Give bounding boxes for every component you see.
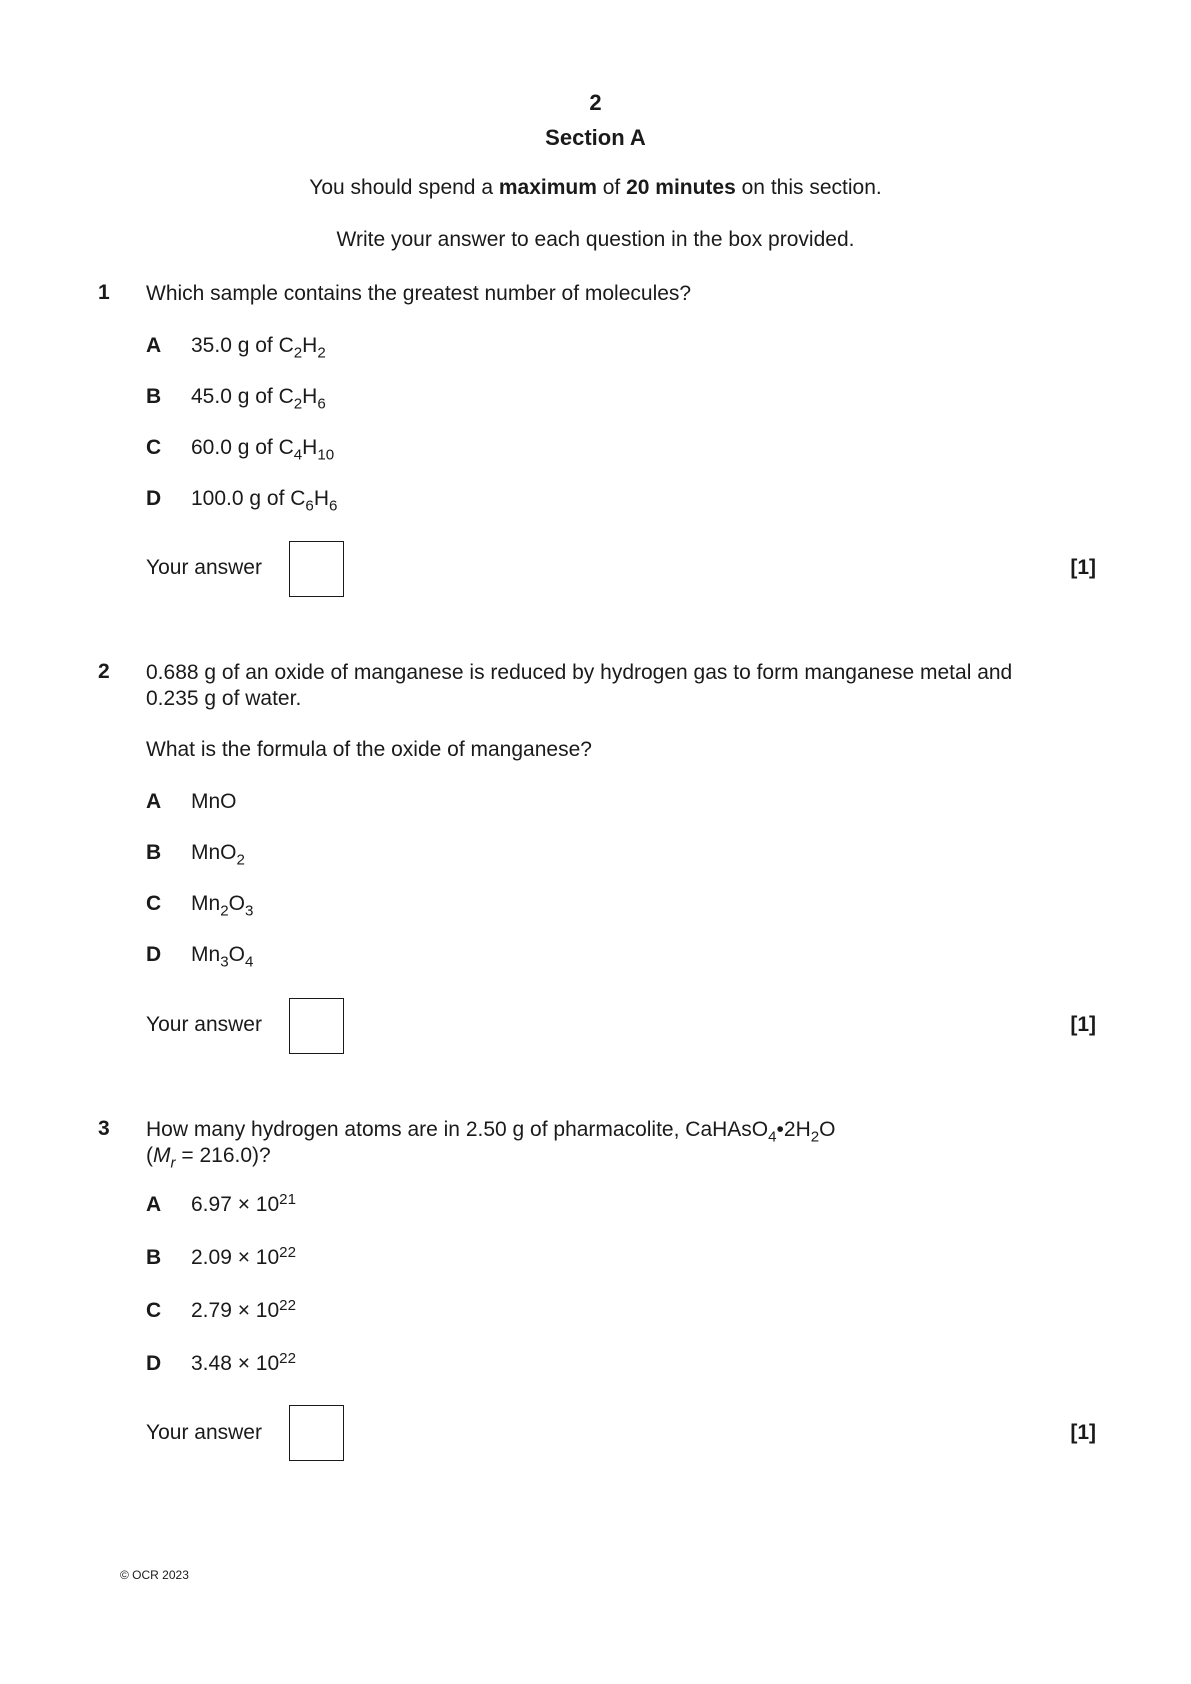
q1-option-d-letter: D <box>146 487 162 510</box>
q2-marks: [1] <box>1070 1013 1096 1036</box>
q1-option-d-text: 100.0 g of $C_6H_6$ <box>191 487 338 515</box>
q3-answer-box[interactable] <box>289 1405 344 1461</box>
question-3-number: 3 <box>98 1117 110 1140</box>
q1-option-c-letter: C <box>146 436 162 459</box>
q3-option-b-text: $2.09 \times 10^{22}$ <box>191 1244 296 1269</box>
q2-option-a-letter: A <box>146 790 162 813</box>
question-2-number: 2 <box>98 660 110 683</box>
q1-marks: [1] <box>1070 556 1096 579</box>
q1-option-b-text: 45.0 g of $C_2H_6$ <box>191 385 326 413</box>
question-1-text: Which sample contains the greatest number of molecules? <box>146 282 692 305</box>
question-1-number: 1 <box>98 281 110 304</box>
q3-option-c-text: $2.79 \times 10^{22}$ <box>191 1297 296 1322</box>
q2-option-b-letter: B <box>146 841 162 864</box>
q3-option-d-text: $3.48 \times 10^{22}$ <box>191 1350 296 1375</box>
section-title: Section A <box>545 125 646 150</box>
q1-option-b-letter: B <box>146 385 162 408</box>
question-2-text-line-1: 0.688 g of an oxide of manganese is reduced by hydrogen gas to form manganese metal and <box>146 661 1013 684</box>
q3-option-c-letter: C <box>146 1299 162 1322</box>
q3-option-a-letter: A <box>146 1193 162 1216</box>
q2-option-d-text: $Mn_3O_4$ <box>191 943 254 971</box>
q2-option-b-text: MnO$_2$ <box>191 841 245 869</box>
q1-your-answer-label: Your answer <box>146 556 262 579</box>
q2-option-c-text: $Mn_2O_3$ <box>191 892 254 920</box>
q3-option-b-letter: B <box>146 1246 162 1269</box>
copyright-notice: © OCR 2023 <box>120 1568 189 1582</box>
q2-option-a-text: MnO <box>191 790 237 813</box>
q1-option-c-text: 60.0 g of $C_4H_{10}$ <box>191 436 335 464</box>
q1-answer-box[interactable] <box>289 541 344 597</box>
page-number: 2 <box>589 90 602 115</box>
q2-your-answer-label: Your answer <box>146 1013 262 1036</box>
q3-option-a-text: $6.97 \times 10^{21}$ <box>191 1191 296 1216</box>
question-3-text-line-1: How many hydrogen atoms are in 2.50 g of pharmacolite, $CaHAsO_4•2H_2O$ <box>146 1118 836 1146</box>
question-2-subquestion: What is the formula of the oxide of manganese? <box>146 738 592 761</box>
q2-option-c-letter: C <box>146 892 162 915</box>
answer-instruction: Write your answer to each question in the box provided. <box>336 228 855 251</box>
q3-your-answer-label: Your answer <box>146 1421 262 1444</box>
question-2-text-line-2: 0.235 g of water. <box>146 687 302 710</box>
q2-answer-box[interactable] <box>289 998 344 1054</box>
q2-option-d-letter: D <box>146 943 162 966</box>
question-3-text-line-2: $(M_r = 216.0)$? <box>146 1144 271 1172</box>
q1-option-a-letter: A <box>146 334 162 357</box>
time-instruction: You should spend a maximum of 20 minutes on this section. <box>309 176 882 199</box>
q1-option-a-text: 35.0 g of $C_2H_2$ <box>191 334 326 362</box>
q3-marks: [1] <box>1070 1421 1096 1444</box>
q3-option-d-letter: D <box>146 1352 162 1375</box>
